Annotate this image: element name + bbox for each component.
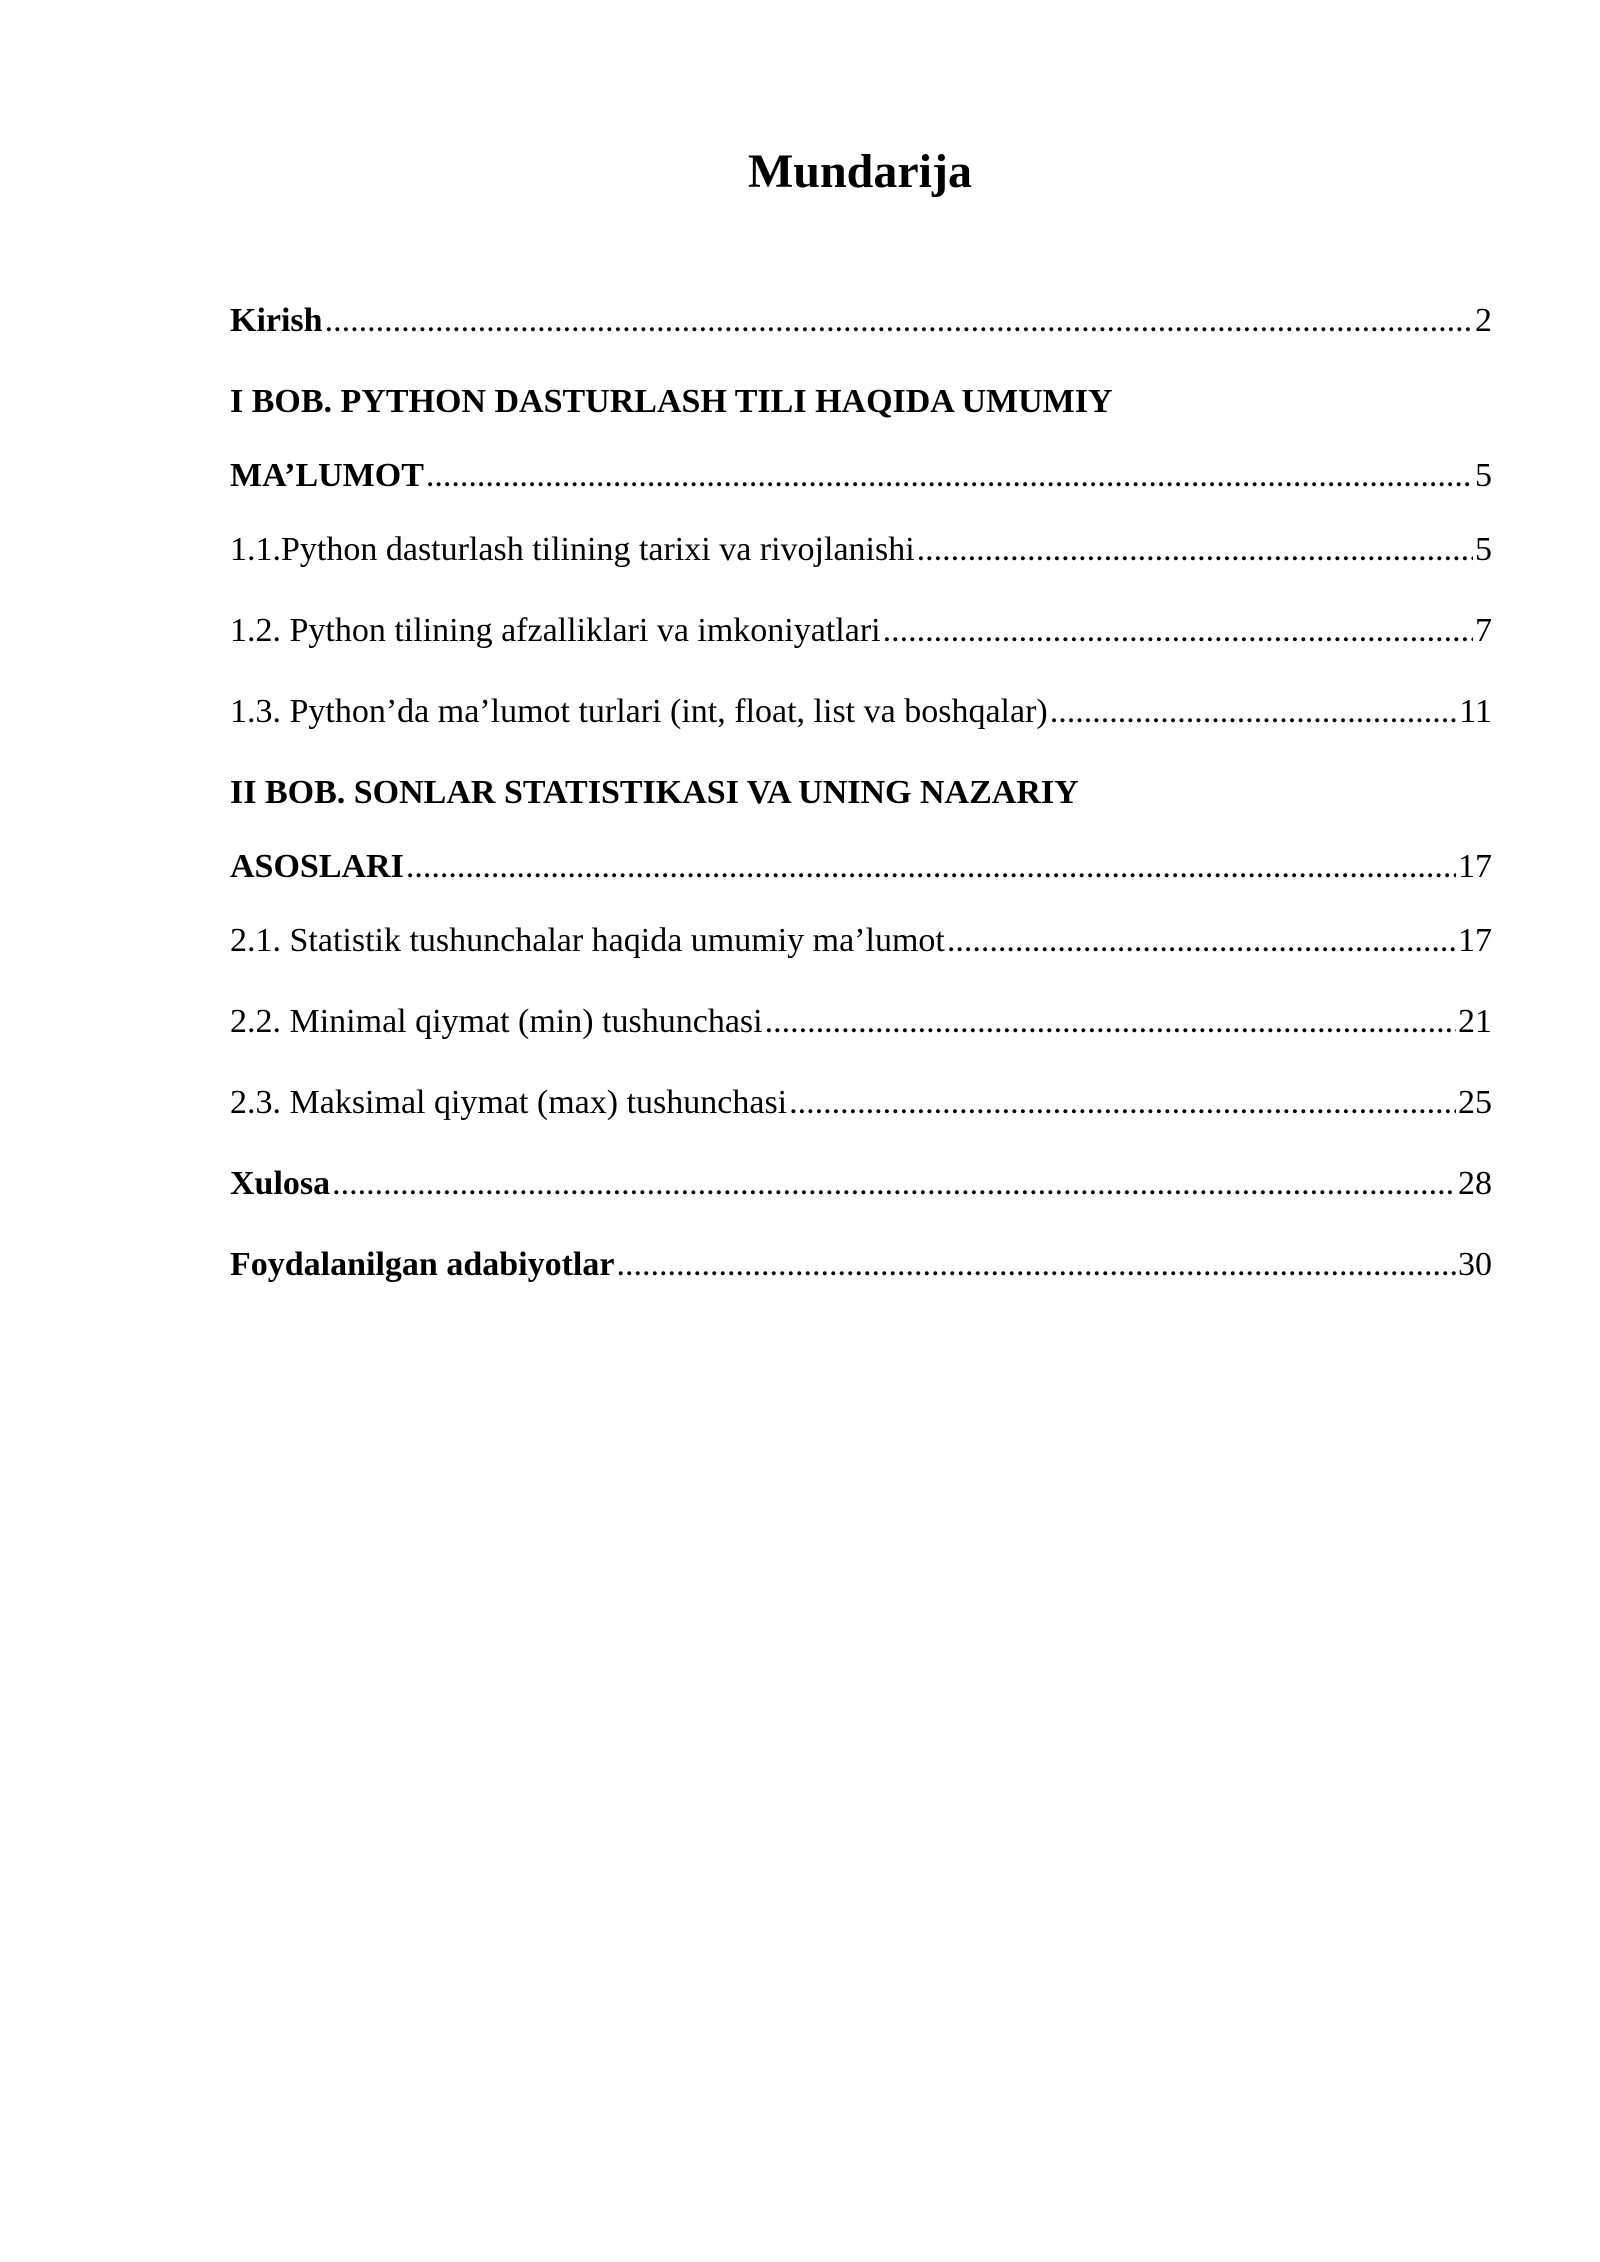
toc-entry-label: 2.2. Minimal qiymat (min) tushunchasi <box>230 1003 763 1040</box>
toc-entry-adabiyotlar[interactable] <box>230 1224 1492 1305</box>
toc-entry-label: 1.3. Python’da ma’lumot turlari (int, float, list va boshqalar) <box>230 693 1048 730</box>
toc-entry-kirish[interactable] <box>230 280 1492 361</box>
toc-entry-chapter-1[interactable] <box>230 442 1492 509</box>
toc-entry-label: Kirish <box>230 302 323 339</box>
toc-page-number: 30 <box>1458 1246 1492 1283</box>
toc-dot-leader <box>917 509 1473 590</box>
toc-dot-leader <box>406 833 1456 900</box>
toc-entry-label: 1.1.Python dasturlash tilining tarixi va rivojlanishi <box>230 531 915 568</box>
toc-dot-leader <box>426 442 1473 509</box>
toc-page-number: 25 <box>1458 1084 1492 1121</box>
toc-page-number: 17 <box>1458 848 1492 885</box>
toc-entry-xulosa[interactable] <box>230 1143 1492 1224</box>
toc-page-number: 7 <box>1475 612 1492 649</box>
table-of-contents <box>230 280 1492 1305</box>
toc-dot-leader <box>883 590 1473 671</box>
toc-entry-1-3[interactable] <box>230 671 1492 752</box>
toc-entry-label: 1.2. Python tilining afzalliklari va imkoniyatlari <box>230 612 881 649</box>
toc-dot-leader <box>332 1143 1456 1224</box>
toc-entry-2-2[interactable] <box>230 981 1492 1062</box>
toc-entry-label: ASOSLARI <box>230 848 404 885</box>
toc-entry-label: 2.1. Statistik tushunchalar haqida umumiy ma’lumot <box>230 922 945 959</box>
toc-page-number: 11 <box>1459 693 1492 730</box>
toc-dot-leader <box>616 1224 1456 1305</box>
toc-chapter-heading-line[interactable]: II BOB. SONLAR STATISTIKASI VA UNING NAZARIY <box>230 774 1079 811</box>
toc-dot-leader <box>1050 671 1458 752</box>
toc-page-number: 17 <box>1458 922 1492 959</box>
toc-entry-2-1[interactable] <box>230 900 1492 981</box>
toc-page-number: 21 <box>1458 1003 1492 1040</box>
toc-entry-label: Foydalanilgan adabiyotlar <box>230 1246 615 1283</box>
toc-page-number: 5 <box>1475 531 1492 568</box>
toc-entry-2-3[interactable] <box>230 1062 1492 1143</box>
toc-entry-label: MA’LUMOT <box>230 457 424 494</box>
toc-page-number: 2 <box>1475 302 1492 339</box>
toc-dot-leader <box>789 1062 1456 1143</box>
toc-entry-label: Xulosa <box>230 1165 331 1202</box>
toc-dot-leader <box>765 981 1456 1062</box>
page-title: Mundarija <box>747 145 972 198</box>
toc-dot-leader <box>947 900 1456 981</box>
toc-entry-label: 2.3. Maksimal qiymat (max) tushunchasi <box>230 1084 788 1121</box>
toc-page-number: 28 <box>1458 1165 1492 1202</box>
toc-page-number: 5 <box>1475 457 1492 494</box>
toc-entry-chapter-2[interactable] <box>230 833 1492 900</box>
toc-entry-1-2[interactable] <box>230 590 1492 671</box>
toc-chapter-heading-line[interactable]: I BOB. PYTHON DASTURLASH TILI HAQIDA UMUMIY <box>230 383 1113 420</box>
toc-entry-1-1[interactable] <box>230 509 1492 590</box>
toc-dot-leader <box>325 280 1473 361</box>
